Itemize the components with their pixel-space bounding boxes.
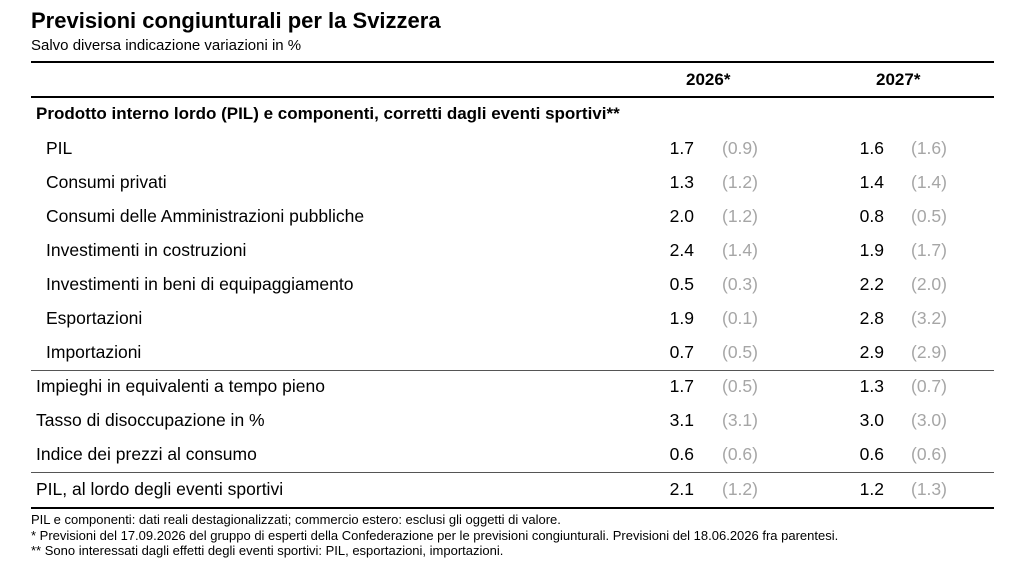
footnote-double-asterisk: ** Sono interessati dagli effetti degli eventi sportivi: PIL, esportazioni, importazioni. xyxy=(31,543,504,558)
previous-2026: (3.1) xyxy=(722,410,758,430)
previous-2026: (0.3) xyxy=(722,274,758,294)
previous-2027: (3.0) xyxy=(911,410,947,430)
previous-2026: (1.4) xyxy=(722,240,758,260)
table-row xyxy=(0,132,1024,166)
value-2026: 2.4 xyxy=(669,240,694,260)
table-row xyxy=(0,166,1024,200)
table-row xyxy=(0,336,1024,370)
previous-2027: (1.3) xyxy=(911,479,947,499)
footnotes xyxy=(31,512,838,559)
value-2026: 0.7 xyxy=(669,342,694,362)
value-2027: 0.8 xyxy=(859,206,884,226)
previous-2027: (3.2) xyxy=(911,308,947,328)
row-label: Indice dei prezzi al consumo xyxy=(36,444,257,464)
previous-2026: (1.2) xyxy=(722,206,758,226)
column-header-2026: 2026* xyxy=(686,70,731,89)
previous-2026: (0.9) xyxy=(722,138,758,158)
value-2026: 2.1 xyxy=(669,479,694,499)
previous-2027: (1.6) xyxy=(911,138,947,158)
value-2026: 2.0 xyxy=(669,206,694,226)
value-2027: 1.9 xyxy=(859,240,884,260)
column-header-2027: 2027* xyxy=(876,70,921,89)
table-subtitle: Salvo diversa indicazione variazioni in % xyxy=(31,37,302,54)
table-row xyxy=(0,200,1024,234)
table-row xyxy=(0,370,1024,404)
footnote-general: PIL e componenti: dati reali destagionalizzati; commercio estero: esclusi gli oggetti di valore. xyxy=(31,512,561,527)
table-row xyxy=(0,438,1024,472)
value-2027: 3.0 xyxy=(859,410,884,430)
previous-2026: (1.2) xyxy=(722,479,758,499)
value-2026: 1.3 xyxy=(669,172,694,192)
section-heading: Prodotto interno lordo (PIL) e componenti, corretti dagli eventi sportivi** xyxy=(36,104,620,123)
value-2026: 0.6 xyxy=(669,444,694,464)
table-row xyxy=(0,302,1024,336)
value-2027: 1.6 xyxy=(859,138,884,158)
value-2027: 2.8 xyxy=(859,308,884,328)
previous-2026: (0.5) xyxy=(722,376,758,396)
previous-2026: (1.2) xyxy=(722,172,758,192)
header-rule xyxy=(31,96,994,98)
value-2027: 0.6 xyxy=(859,444,884,464)
value-2027: 2.2 xyxy=(859,274,884,294)
value-2027: 2.9 xyxy=(859,342,884,362)
table-row xyxy=(0,268,1024,302)
row-label: PIL xyxy=(46,138,73,158)
value-2026: 1.9 xyxy=(669,308,694,328)
value-2027: 1.4 xyxy=(859,172,884,192)
row-label: PIL, al lordo degli eventi sportivi xyxy=(36,479,284,499)
row-label: Consumi privati xyxy=(46,172,167,192)
row-label: Importazioni xyxy=(46,342,142,362)
row-label: Impieghi in equivalenti a tempo pieno xyxy=(36,376,325,396)
table-title: Previsioni congiunturali per la Svizzera xyxy=(31,8,441,33)
previous-2027: (0.6) xyxy=(911,444,947,464)
row-label: Investimenti in beni di equipaggiamento xyxy=(46,274,354,294)
value-2026: 1.7 xyxy=(669,376,694,396)
table-row xyxy=(0,234,1024,268)
previous-2027: (1.4) xyxy=(911,172,947,192)
row-label: Investimenti in costruzioni xyxy=(46,240,247,260)
previous-2027: (1.7) xyxy=(911,240,947,260)
previous-2027: (2.9) xyxy=(911,342,947,362)
table-row xyxy=(0,473,1024,507)
row-label: Consumi delle Amministrazioni pubbliche xyxy=(46,206,365,226)
value-2026: 0.5 xyxy=(669,274,694,294)
table-row xyxy=(0,404,1024,438)
value-2026: 1.7 xyxy=(669,138,694,158)
row-label: Tasso di disoccupazione in % xyxy=(36,410,265,430)
value-2027: 1.3 xyxy=(859,376,884,396)
bottom-rule xyxy=(31,507,994,509)
previous-2026: (0.6) xyxy=(722,444,758,464)
value-2027: 1.2 xyxy=(859,479,884,499)
value-2026: 3.1 xyxy=(669,410,694,430)
footnote-asterisk: * Previsioni del 17.09.2026 del gruppo di esperti della Confederazione per le previsioni congiunturali. Previsioni del 18.06.2026 fra parentesi. xyxy=(31,527,839,543)
previous-2027: (2.0) xyxy=(911,274,947,294)
previous-2027: (0.7) xyxy=(911,376,947,396)
previous-2027: (0.5) xyxy=(911,206,947,226)
previous-2026: (0.1) xyxy=(722,308,758,328)
previous-2026: (0.5) xyxy=(722,342,758,362)
row-label: Esportazioni xyxy=(46,308,143,328)
top-rule xyxy=(31,61,994,63)
